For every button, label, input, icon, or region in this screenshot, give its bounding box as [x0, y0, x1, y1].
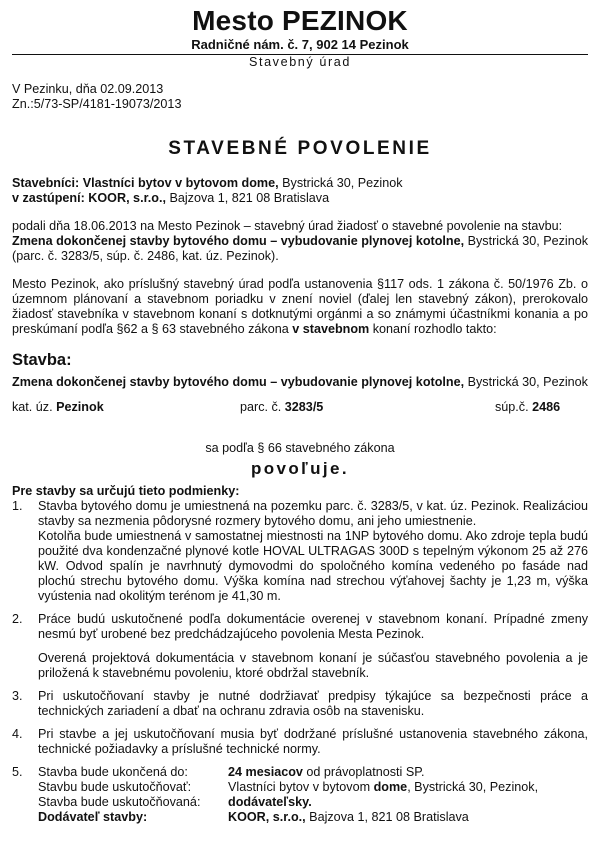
condition-text — [38, 612, 588, 681]
agent-line — [12, 191, 588, 206]
register-label: súp.č. — [495, 400, 533, 414]
schedule-table — [38, 765, 588, 825]
project-name: Zmena dokončenej stavby bytového domu – vybudovanie plynovej kotolne, — [12, 234, 465, 248]
condition-number: 3. — [12, 689, 23, 703]
builder-address: Bystrická 30, Pezinok — [278, 176, 403, 190]
application-paragraph — [12, 219, 588, 264]
condition-text — [38, 689, 588, 719]
schedule-label: Stavba bude uskutočňovaná: — [38, 795, 201, 809]
schedule-label: Stavbu bude uskutočňovať: — [38, 780, 192, 794]
cadastral-row — [12, 400, 588, 415]
schedule-label: Dodávateľ stavby: — [38, 810, 148, 824]
register-number — [495, 400, 560, 415]
agent-name: KOOR, s.r.o., — [88, 191, 166, 205]
municipality-title: Mesto PEZINOK — [192, 5, 408, 36]
office-name: Stavebný úrad — [248, 55, 351, 69]
schedule-row — [38, 795, 588, 810]
condition-text-b: Overená projektová dokumentácia v stavebnom konaní je súčasťou stavebného povolenia a je priložená k stavebnému povoleniu, ktoré obdržal stavebník. — [38, 651, 588, 680]
parcel-number — [240, 400, 495, 415]
stavba-name: Zmena dokončenej stavby bytového domu – vybudovanie plynovej kotolne, — [12, 375, 465, 389]
verdict: povoľuje. — [250, 459, 350, 478]
conditions-heading: Pre stavby sa určujú tieto podmienky: — [12, 484, 240, 498]
application-line: podali dňa 18.06.2013 na Mesto Pezinok – stavebný úrad žiadosť o stavebné povolenie na stavbu: — [12, 219, 563, 233]
legal-reference: sa podľa § 66 stavebného zákona — [205, 441, 395, 455]
condition-item — [12, 612, 588, 681]
parcel-label: parc. č. — [240, 400, 285, 414]
parties-block — [12, 176, 588, 206]
decision-emphasis: v stavebnom — [292, 322, 370, 336]
condition-text-a: Práce budú uskutočnené podľa dokumentácie overenej v stavebnom konaní. Prípadné zmeny nesmú byť urobené bez predchádzajúceho povolenia Mesta Pezinok. — [38, 612, 588, 641]
contractor-address: Bajzova 1, 821 08 Bratislava — [305, 810, 469, 824]
cadastral-area-label: kat. úz. — [12, 400, 57, 414]
condition-item — [12, 727, 588, 757]
execution-mode: dodávateľsky. — [228, 795, 312, 809]
cadastral-area — [12, 400, 240, 415]
executor-pre: Vlastníci bytov v bytovom — [228, 780, 374, 794]
executor-rest: , Bystrická 30, Pezinok, — [407, 780, 539, 794]
schedule-row — [38, 810, 588, 825]
condition-text-a: Stavba bytového domu je umiestnená na pozemku parc. č. 3283/5, v kat. úz. Pezinok. Realizáciou stavby sa nezmenia pôdorysné rozmery bytového domu, ani jeho umiestnenie. — [38, 499, 588, 528]
decision-text: Mesto Pezinok, ako príslušný stavebný úrad podľa ustanovenia §117 ods. 1 zákona č. 50/1976 Zb. o územnom plánovaní a stavebnom poriadku v znení noviel (ďalej len stavebný zákon), prerokovalo žiadosť stavebníka v stavebnom konaní s dotknutými orgánmi a so známymi účastníkmi konania a po preskúmaní podľa §62 a § 63 stavebného zákona — [12, 277, 588, 336]
builder-name: Vlastníci bytov v bytovom dome, — [82, 176, 279, 190]
condition-text — [38, 727, 588, 757]
completion-term-rest: od právoplatnosti SP. — [302, 765, 425, 779]
reference-number: Zn.:5/73-SP/4181-19073/2013 — [12, 97, 182, 111]
municipality-address: Radničné nám. č. 7, 902 14 Pezinok — [191, 37, 409, 52]
schedule-row — [38, 780, 588, 795]
schedule-value — [228, 780, 538, 795]
decision-paragraph — [12, 277, 588, 337]
document-title: STAVEBNÉ POVOLENIE — [168, 138, 432, 159]
schedule-row — [38, 765, 588, 780]
register-value: 2486 — [532, 400, 561, 414]
executor-bold: dome — [373, 780, 408, 794]
stavba-heading: Stavba: — [12, 351, 72, 369]
condition-text-a: Pri uskutočňovaní stavby je nutné dodržiavať predpisy týkajúce sa bezpečnosti práce a technických zariadení a dbať na ochranu zdravia osôb na stavenisku. — [38, 689, 588, 718]
condition-number: 2. — [12, 612, 23, 626]
condition-number: 4. — [12, 727, 23, 741]
project-location: Bystrická 30, Pezinok (parc. č. 3283/5, súp. č. 2486, kat. úz. Pezinok). — [12, 234, 589, 263]
schedule-value — [228, 765, 425, 780]
condition-number: 1. — [12, 499, 23, 513]
cadastral-area-value: Pezinok — [56, 400, 104, 414]
schedule-label: Stavba bude ukončená do: — [38, 765, 188, 779]
decision-end: konaní rozhodlo takto: — [369, 322, 497, 336]
condition-item — [12, 499, 588, 604]
schedule-value — [228, 795, 312, 810]
place-date: V Pezinku, dňa 02.09.2013 — [12, 82, 164, 96]
document-meta — [12, 82, 588, 112]
condition-number: 5. — [12, 765, 23, 779]
stavba-description — [12, 375, 588, 390]
completion-term: 24 mesiacov — [228, 765, 303, 779]
parcel-value: 3283/5 — [284, 400, 324, 414]
condition-text-b: Kotolňa bude umiestnená v samostatnej miestnosti na 1NP bytového domu. Ako zdroje tepla budú použité dva kondenzačné plynové kotle HOVAL ULTRAGAS 300D s tepelným výkonom 25 až 276 kW. Odvod spalín je navrhnutý dymovodmi do spoločného komína vedeného po fasáde nad plochú strechu bytového domu. Výška komína nad strechou výťahovej šachty je 1,23 m, výška vyústenia nad okolitým terénom je 41,30 m. — [38, 529, 588, 603]
schedule-value — [228, 810, 469, 825]
condition-item — [12, 689, 588, 719]
condition-item-schedule — [12, 765, 588, 825]
agent-address: Bajzova 1, 821 08 Bratislava — [165, 191, 330, 205]
contractor-name: KOOR, s.r.o., — [228, 810, 306, 824]
condition-text-a: Pri stavbe a jej uskutočňovaní musia byť dodržané príslušné ustanovenia stavebného zákona, technické požiadavky a príslušné technické normy. — [38, 727, 588, 756]
stavba-location: Bystrická 30, Pezinok — [464, 375, 588, 389]
condition-text — [38, 499, 588, 604]
agent-label: v zastúpení: — [12, 191, 85, 205]
builder-label: Stavebníci: — [12, 176, 80, 190]
builder-line — [12, 176, 588, 191]
